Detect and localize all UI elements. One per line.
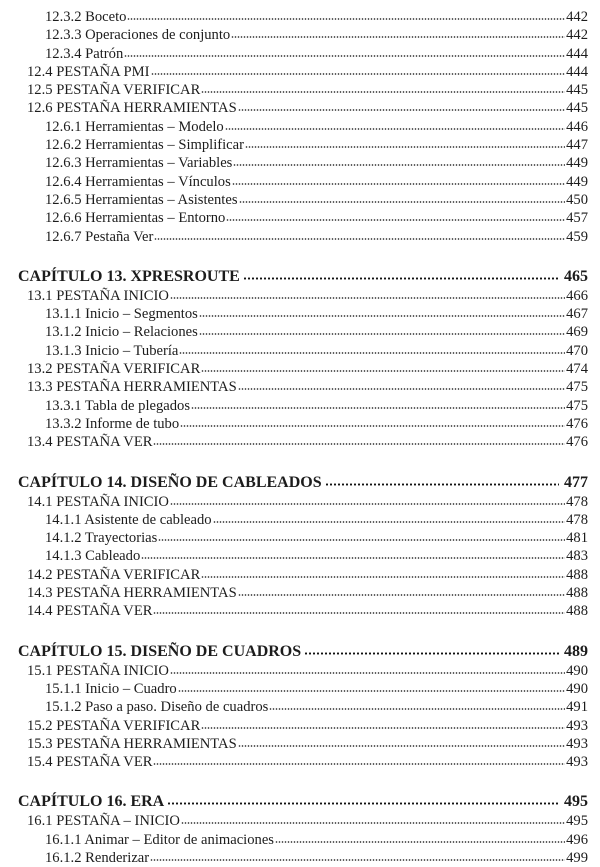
dot-leader: [201, 727, 565, 729]
page-number: 478: [566, 511, 588, 528]
entry-title: 14.3 PESTAÑA HERRAMIENTAS: [27, 585, 237, 602]
entry-title: CAPÍTULO 13. XPRESROUTE: [18, 267, 240, 285]
page-number: 466: [566, 287, 588, 304]
entry-title: 13.1 PESTAÑA INICIO: [27, 287, 169, 304]
entry-title: 14.1.1 Asistente de cableado: [45, 511, 212, 528]
dot-leader: [180, 425, 565, 427]
section-entry: [0, 99, 600, 117]
entry-title: 15.2 PESTAÑA VERIFICAR: [27, 717, 201, 734]
page-number: 495: [566, 813, 588, 830]
dot-leader: [238, 109, 565, 111]
dot-leader: [181, 822, 565, 824]
toc-section: [0, 642, 600, 772]
table-of-contents: [0, 8, 600, 867]
page-number: 489: [564, 642, 588, 660]
entry-title: 12.6 PESTAÑA HERRAMIENTAS: [27, 100, 237, 117]
page-number: 478: [566, 493, 588, 510]
page-number: 490: [566, 680, 588, 697]
dot-leader: [233, 164, 565, 166]
page-number: 459: [566, 228, 588, 245]
subsection-entry: [0, 191, 600, 209]
entry-title: 15.4 PESTAÑA VER: [27, 754, 153, 771]
page-number: 444: [566, 63, 588, 80]
page-number: 488: [566, 566, 588, 583]
page-number: 445: [566, 100, 588, 117]
entry-title: 12.6.3 Herramientas – Variables: [45, 155, 233, 172]
entry-title: 14.1.2 Trayectorias: [45, 530, 158, 547]
dot-leader: [238, 388, 565, 390]
dot-leader: [141, 557, 565, 559]
page-number: 477: [564, 473, 588, 491]
dot-leader: [199, 333, 565, 335]
entry-title: 14.2 PESTAÑA VERIFICAR: [27, 566, 201, 583]
entry-title: 16.1.2 Renderizar: [45, 849, 150, 866]
entry-title: CAPÍTULO 16. ERA: [18, 793, 165, 811]
dot-leader: [238, 745, 565, 747]
section-entry: [0, 662, 600, 680]
subsection-entry: [0, 8, 600, 26]
dot-leader: [179, 352, 565, 354]
dot-leader: [325, 483, 559, 486]
page-number: 445: [566, 82, 588, 99]
section-entry: [0, 717, 600, 735]
dot-leader: [154, 238, 565, 240]
dot-leader: [124, 55, 565, 57]
page-number: 470: [566, 342, 588, 359]
entry-title: 12.6.1 Herramientas – Modelo: [45, 118, 224, 135]
page-number: 465: [564, 267, 588, 285]
subsection-entry: [0, 511, 600, 529]
page-number: 450: [566, 191, 588, 208]
dot-leader: [231, 36, 565, 38]
entry-title: 15.1.2 Paso a paso. Diseño de cuadros: [45, 699, 269, 716]
page-number: 483: [566, 548, 588, 565]
dot-leader: [170, 297, 565, 299]
page-number: 475: [566, 379, 588, 396]
page-number: 447: [566, 137, 588, 154]
page-number: 488: [566, 603, 588, 620]
dot-leader: [201, 370, 565, 372]
dot-leader: [245, 146, 565, 148]
page-number: 499: [566, 849, 588, 866]
page-number: 474: [566, 361, 588, 378]
section-entry: [0, 81, 600, 99]
dot-leader: [170, 672, 565, 674]
dot-leader: [153, 612, 565, 614]
chapter-heading: [0, 792, 600, 812]
page-number: 467: [566, 306, 588, 323]
section-entry: [0, 287, 600, 305]
dot-leader: [226, 219, 565, 221]
entry-title: 15.1.1 Inicio – Cuadro: [45, 680, 177, 697]
page-number: 444: [566, 45, 588, 62]
subsection-entry: [0, 305, 600, 323]
subsection-entry: [0, 342, 600, 360]
entry-title: CAPÍTULO 14. DISEÑO DE CABLEADOS: [18, 473, 322, 491]
entry-title: 13.3.2 Informe de tubo: [45, 415, 180, 432]
subsection-entry: [0, 154, 600, 172]
chapter-heading: [0, 642, 600, 662]
entry-title: 13.1.1 Inicio – Segmentos: [45, 306, 198, 323]
page-number: 476: [566, 415, 588, 432]
entry-title: 14.4 PESTAÑA VER: [27, 603, 153, 620]
page-number: 491: [566, 699, 588, 716]
dot-leader: [213, 521, 566, 523]
section-entry: [0, 753, 600, 771]
dot-leader: [158, 539, 565, 541]
subsection-entry: [0, 26, 600, 44]
section-entry: [0, 433, 600, 451]
subsection-entry: [0, 323, 600, 341]
subsection-entry: [0, 529, 600, 547]
entry-title: 13.4 PESTAÑA VER: [27, 434, 153, 451]
page-number: 442: [566, 9, 588, 25]
page-number: 449: [566, 173, 588, 190]
entry-title: 12.5 PESTAÑA VERIFICAR: [27, 82, 201, 99]
section-entry: [0, 602, 600, 620]
dot-leader: [153, 763, 565, 765]
page-number: 490: [566, 662, 588, 679]
dot-leader: [243, 277, 559, 280]
dot-leader: [170, 503, 565, 505]
entry-title: 13.1.3 Inicio – Tubería: [45, 342, 179, 359]
subsection-entry: [0, 173, 600, 191]
entry-title: 12.3.4 Patrón: [45, 45, 124, 62]
entry-title: 13.3.1 Tabla de plegados: [45, 397, 191, 414]
page-number: 481: [566, 530, 588, 547]
page-number: 457: [566, 210, 588, 227]
toc-section: [0, 267, 600, 452]
dot-leader: [191, 407, 565, 409]
section-entry: [0, 493, 600, 511]
chapter-heading: [0, 473, 600, 493]
dot-leader: [275, 841, 565, 843]
subsection-entry: [0, 415, 600, 433]
subsection-entry: [0, 118, 600, 136]
entry-title: 12.6.7 Pestaña Ver: [45, 228, 154, 245]
toc-section: [0, 8, 600, 246]
page-number: 493: [566, 717, 588, 734]
page-number: 449: [566, 155, 588, 172]
page-number: 476: [566, 434, 588, 451]
dot-leader: [151, 73, 566, 75]
entry-title: CAPÍTULO 15. DISEÑO DE CUADROS: [18, 642, 302, 660]
dot-leader: [153, 443, 565, 445]
entry-title: 13.1.2 Inicio – Relaciones: [45, 324, 198, 341]
dot-leader: [238, 594, 565, 596]
section-entry: [0, 566, 600, 584]
entry-title: 16.1.1 Animar – Editor de animaciones: [45, 831, 274, 848]
page-number: 469: [566, 324, 588, 341]
entry-title: 12.6.4 Herramientas – Vínculos: [45, 173, 231, 190]
entry-title: 15.3 PESTAÑA HERRAMIENTAS: [27, 735, 237, 752]
section-entry: [0, 812, 600, 830]
page-number: 496: [566, 831, 588, 848]
entry-title: 15.1 PESTAÑA INICIO: [27, 662, 169, 679]
subsection-entry: [0, 849, 600, 867]
toc-section: [0, 473, 600, 621]
dot-leader: [304, 652, 559, 655]
chapter-heading: [0, 267, 600, 287]
page-number: 442: [566, 27, 588, 44]
dot-leader: [178, 690, 565, 692]
page-number: 488: [566, 585, 588, 602]
section-entry: [0, 735, 600, 753]
entry-title: 16.1 PESTAÑA – INICIO: [27, 813, 180, 830]
section-entry: [0, 63, 600, 81]
entry-title: 12.6.6 Herramientas – Entorno: [45, 210, 226, 227]
subsection-entry: [0, 136, 600, 154]
subsection-entry: [0, 45, 600, 63]
section-entry: [0, 584, 600, 602]
dot-leader: [199, 315, 565, 317]
entry-title: 14.1.3 Cableado: [45, 548, 141, 565]
page-number: 493: [566, 735, 588, 752]
entry-title: 12.6.5 Herramientas – Asistentes: [45, 191, 238, 208]
subsection-entry: [0, 228, 600, 246]
entry-title: 12.3.3 Operaciones de conjunto: [45, 27, 231, 44]
subsection-entry: [0, 209, 600, 227]
subsection-entry: [0, 831, 600, 849]
toc-section: [0, 792, 600, 867]
entry-title: 12.6.2 Herramientas – Simplificar: [45, 137, 244, 154]
dot-leader: [269, 708, 565, 710]
page-number: 475: [566, 397, 588, 414]
page-number: 446: [566, 118, 588, 135]
section-entry: [0, 378, 600, 396]
entry-title: 13.2 PESTAÑA VERIFICAR: [27, 361, 201, 378]
subsection-entry: [0, 547, 600, 565]
page-number: 493: [566, 754, 588, 771]
page-number: 495: [564, 793, 588, 811]
dot-leader: [127, 18, 565, 20]
dot-leader: [167, 802, 559, 805]
dot-leader: [201, 576, 565, 578]
dot-leader: [232, 183, 565, 185]
entry-title: 12.4 PESTAÑA PMI: [27, 63, 150, 80]
dot-leader: [201, 91, 565, 93]
subsection-entry: [0, 397, 600, 415]
section-entry: [0, 360, 600, 378]
subsection-entry: [0, 698, 600, 716]
subsection-entry: [0, 680, 600, 698]
entry-title: 14.1 PESTAÑA INICIO: [27, 493, 169, 510]
entry-title: 13.3 PESTAÑA HERRAMIENTAS: [27, 379, 237, 396]
dot-leader: [225, 128, 565, 130]
dot-leader: [239, 201, 566, 203]
entry-title: 12.3.2 Boceto: [45, 9, 127, 25]
